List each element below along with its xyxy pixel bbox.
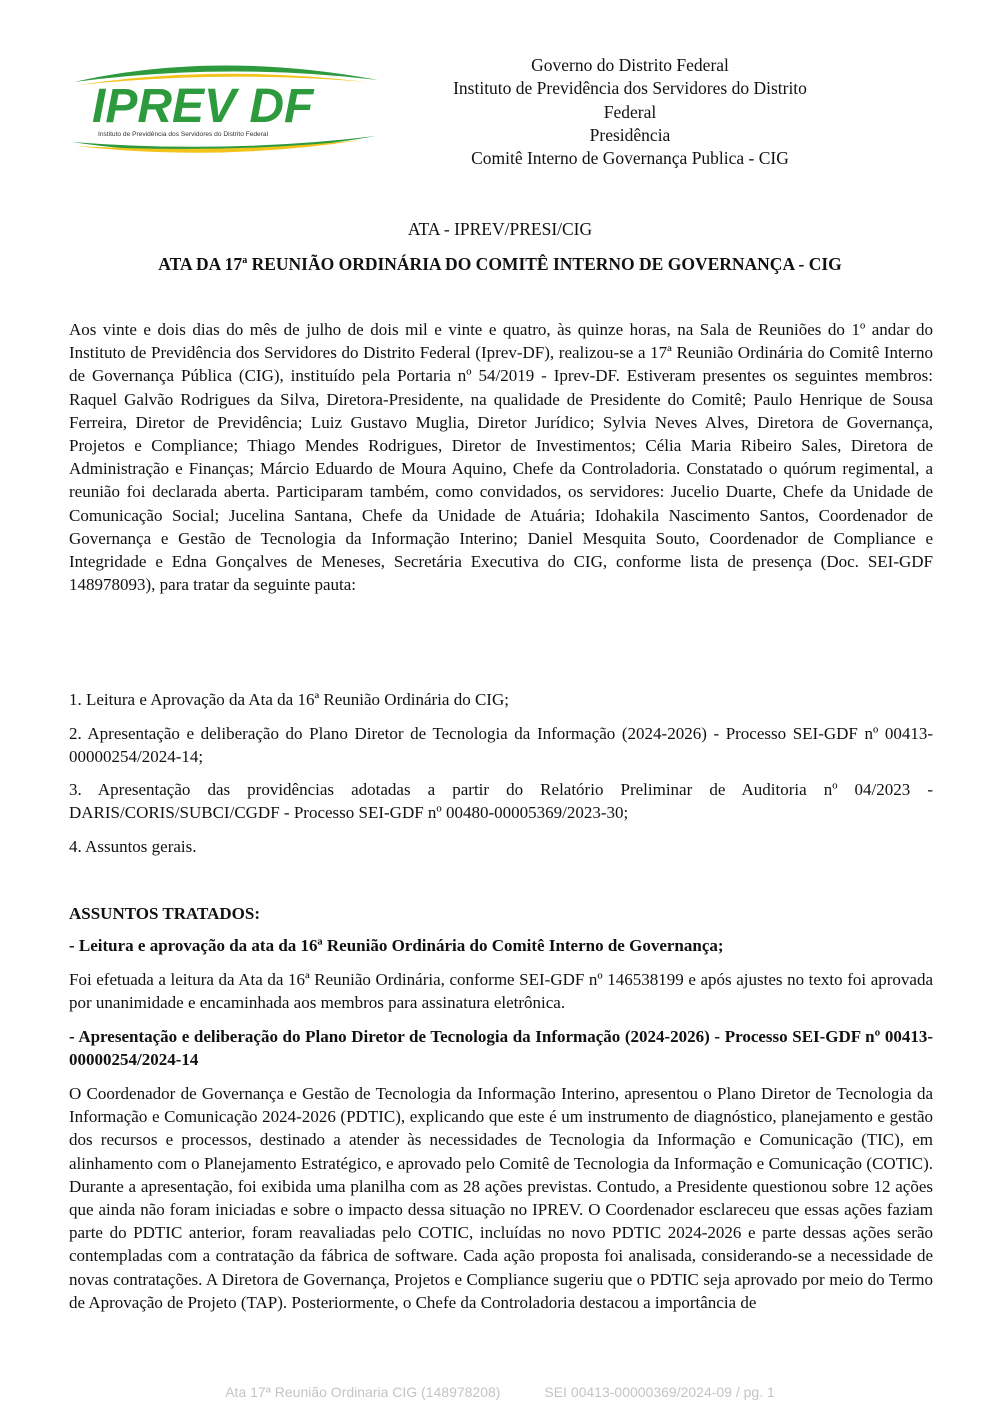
logo-text: IPREV DF (92, 80, 314, 133)
header-line-presidency: Presidência (589, 124, 671, 145)
intro-paragraph: Aos vinte e dois dias do mês de julho de dois mil e vinte e quatro, às quinze horas, na Sala de Reuniões do 1º andar do Instituto de Previdência dos Servidores do Distrito Federal (Iprev-DF), realizou-se a 17ª Reunião Ordinária do Comitê Interno de Governança Pública (CIG), instituído pela Portaria nº 54/2019 - Iprev-DF. Estiveram presentes os seguintes membros: Raquel Galvão Rodrigues da Silva, Diretora-Presidente, na qualidade de Presidente do Comitê; Paulo Henrique de Sousa Ferreira, Diretor de Previdência; Luiz Gustavo Muglia, Diretor Jurídico; Sylvia Neves Alves, Diretora de Governança, Projetos e Compliance; Thiago Mendes Rodrigues, Diretor de Investimentos; Célia Maria Ribeiro Sales, Diretora de Administração e Finanças; Márcio Eduardo de Moura Aquino, Chefe da Controladoria. Constatado o quórum regimental, a reunião foi declarada aberta. Participaram também, como convidados, os servidores: Jucelio Duarte, Chefe da Unidade de Comunicação Social; Jucelina Santana, Chefe da Unidade de Atuária; Idohakila Nascimento Santos, Coordenador de Governança e Gestão de Tecnologia da Informação Interino; Daniel Mesquita Souto, Coordenador de Compliance e Integridade e Edna Gonçalves de Meneses, Secretária Executiva do CIG, conforme lista de presença (Doc. SEI-GDF 148978093), para tratar da seguinte pauta: (69, 320, 933, 595)
header-line-institute: Instituto de Previdência dos Servidores do Distrito (453, 78, 807, 99)
page-footer (0, 1384, 1000, 1400)
item2-heading: - Apresentação e deliberação do Plano Diretor de Tecnologia da Informação (2024-2026) - Processo SEI-GDF nº 00413-00000254/2024-14 (69, 1027, 933, 1070)
header-line-committee: Comitê Interno de Governança Publica - CIG (471, 148, 789, 169)
document-id: ATA - IPREV/PRESI/CIG (407, 219, 593, 239)
document-title (0, 254, 1000, 275)
agenda-item-2: 2. Apresentação e deliberação do Plano Diretor de Tecnologia da Informação (2024-2026) - Processo SEI-GDF nº 00413-00000254/2024-14; (69, 724, 933, 767)
footer-process-page: SEI 00413-00000369/2024-09 / pg. 1 (544, 1384, 775, 1400)
agenda-item-3: 3. Apresentação das providências adotadas a partir do Relatório Preliminar de Auditoria nº 04/2023 - DARIS/CORIS/SUBCI/CGDF - Processo SEI-GDF nº 00480-00005369/2023-30; (69, 780, 933, 823)
logo-graphic (66, 58, 382, 162)
item1-text: Foi efetuada a leitura da Ata da 16ª Reunião Ordinária, conforme SEI-GDF nº 146538199 e após ajustes no texto foi aprovada por unanimidade e encaminhada aos membros para assinatura eletrônica. (69, 970, 933, 1013)
iprev-df-logo (66, 58, 382, 162)
title-sup: a (242, 255, 248, 267)
footer-document-ref: Ata 17ª Reunião Ordinaria CIG (148978208) (225, 1384, 501, 1400)
header-line-institute-cont: Federal (603, 101, 657, 122)
agenda-item-4: 4. Assuntos gerais. (69, 837, 197, 856)
institution-header (420, 54, 840, 170)
agenda-item-1: 1. Leitura e Aprovação da Ata da 16ª Reunião Ordinária do CIG; (69, 690, 509, 709)
logo-subtext: Instituto de Previdência dos Servidores do Distrito Federal (98, 131, 269, 138)
section-heading: ASSUNTOS TRATADOS: (69, 904, 260, 923)
title-pre: ATA DA 17 (158, 254, 243, 274)
item2-text: O Coordenador de Governança e Gestão de Tecnologia da Informação Interino, apresentou o Plano Diretor de Tecnologia da Informação e Comunicação 2024-2026 (PDTIC), explicando que este é um instrumento de diagnóstico, planejamento e gestão dos recursos e processos, destinado a atender às necessidades de Tecnologia da Informação e Comunicação (TIC), em alinhamento com o Planejamento Estratégico, e aprovado pelo Comitê de Tecnologia da Informação e Comunicação (COTIC). Durante a apresentação, foi exibida uma planilha com as 28 ações previstas. Contudo, a Presidente questionou sobre 12 ações que ainda não foram iniciadas e sobre o impacto dessa situação no IPREV. O Coordenador esclareceu que essas ações faziam parte do PDTIC anterior, foram reavaliadas pelo COTIC, incluídas no novo PDTIC 2024-2026 e parte dessas ações serão contempladas com a contratação da fábrica de software. Cada ação proposta foi analisada, considerando-se a necessidade de novas contratações. A Diretora de Governança, Projetos e Compliance sugeriu que o PDTIC seja aprovado por meio do Termo de Aprovação de Projeto (TAP). Posteriormente, o Chefe da Controladoria destacou a importância de (69, 1084, 933, 1312)
item1-heading: - Leitura e aprovação da ata da 16ª Reunião Ordinária do Comitê Interno de Governança; (69, 936, 724, 955)
title-post: REUNIÃO ORDINÁRIA DO COMITÊ INTERNO DE GOVERNANÇA - CIG (247, 254, 842, 274)
header-line-government: Governo do Distrito Federal (531, 55, 729, 75)
